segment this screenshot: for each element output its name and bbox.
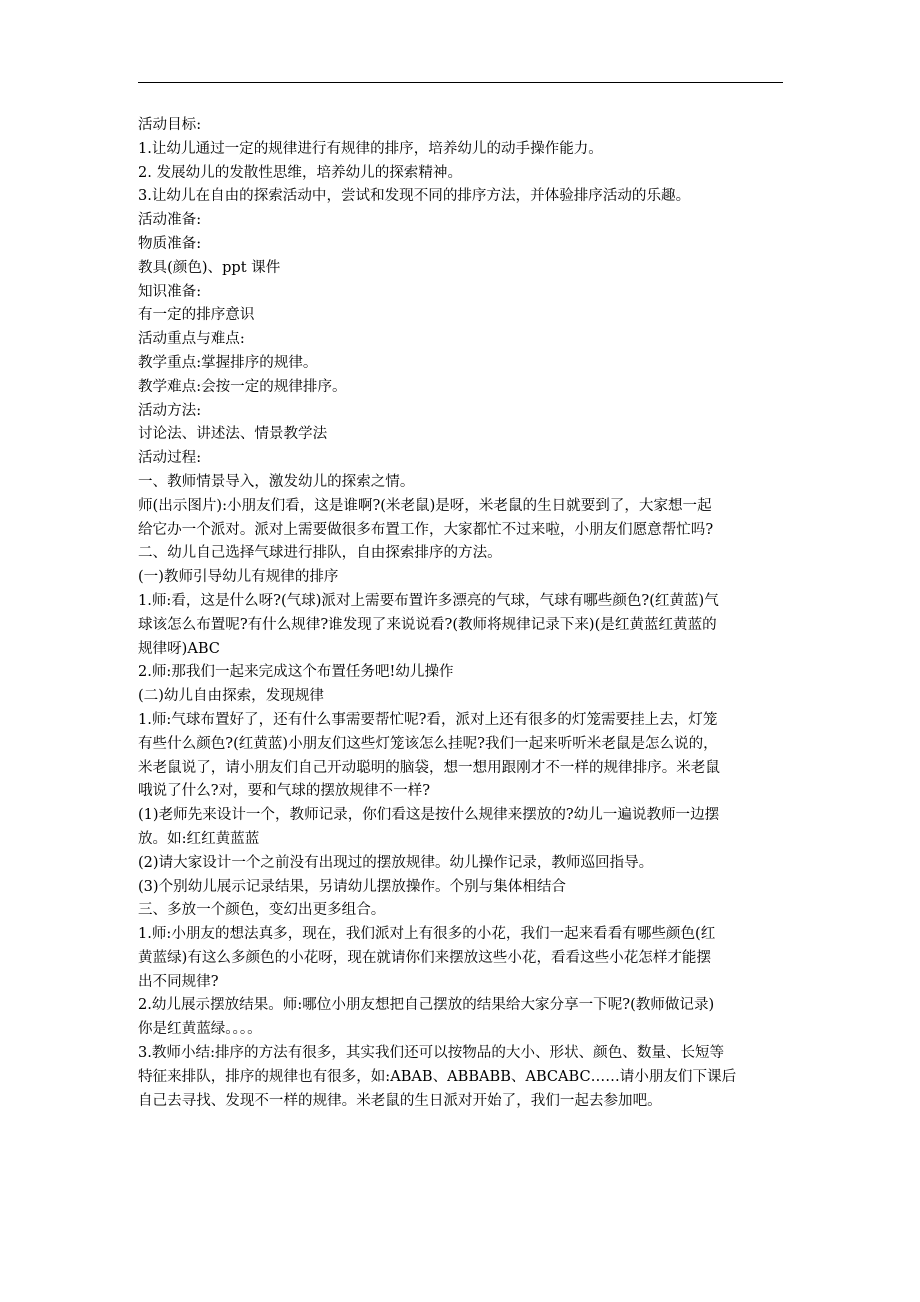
text-line: 师(出示图片):小朋友们看，这是谁啊?(米老鼠)是呀，米老鼠的生日就要到了，大家想一起 (138, 496, 712, 514)
header-rule (138, 82, 783, 83)
text-line: 3.让幼儿在自由的探索活动中，尝试和发现不同的排序方法，并体验排序活动的乐趣。 (138, 187, 691, 205)
text-line: 讨论法、讲述法、情景教学法 (138, 425, 328, 443)
text-line: 有些什么颜色?(红黄蓝)小朋友们这些灯笼该怎么挂呢?我们一起来听听米老鼠是怎么说的， (138, 734, 718, 752)
text-line: 自己去寻找、发现不一样的规律。米老鼠的生日派对开始了，我们一起去参加吧。 (138, 1091, 662, 1109)
text-line: 物质准备: (138, 234, 202, 252)
text-line: (2)请大家设计一个之前没有出现过的摆放规律。幼儿操作记录，教师巡回指导。 (138, 853, 654, 871)
text-line: 1.师:看，这是什么呀?(气球)派对上需要布置许多漂亮的气球，气球有哪些颜色?(红黄蓝)气 (138, 591, 719, 609)
text-line: 有一定的排序意识 (138, 306, 255, 324)
text-line: 二、幼儿自己选择气球进行排队，自由探索排序的方法。 (138, 544, 502, 562)
text-line: 活动准备: (138, 211, 202, 229)
text-line: (1)老师先来设计一个，教师记录，你们看这是按什么规律来摆放的?幼儿一遍说教师一边摆 (138, 806, 720, 824)
text-line: 一、教师情景导入，激发幼儿的探索之情。 (138, 472, 415, 490)
text-line: 你是红黄蓝绿。。。。 (138, 1020, 262, 1038)
text-line: 1.师:气球布置好了，还有什么事需要帮忙呢?看，派对上还有很多的灯笼需要挂上去，灯笼 (138, 710, 718, 728)
text-line: 1.让幼儿通过一定的规律进行有规律的排序，培养幼儿的动手操作能力。 (138, 139, 603, 157)
text-line: 教学难点:会按一定的规律排序。 (138, 377, 347, 395)
text-line: 活动重点与难点: (138, 330, 245, 348)
text-line: 黄蓝绿)有这么多颜色的小花呀，现在就请你们来摆放这些小花，看看这些小花怎样才能摆 (138, 948, 712, 966)
document-body (138, 113, 788, 1112)
text-line: 三、多放一个颜色，变幻出更多组合。 (138, 901, 386, 919)
text-line: 哦说了什么?对，要和气球的摆放规律不一样? (138, 782, 430, 800)
text-line: 2.幼儿展示摆放结果。师:哪位小朋友想把自己摆放的结果给大家分享一下呢?(教师做记录) (138, 996, 715, 1014)
text-line: 教具(颜色)、ppt 课件 (138, 258, 281, 276)
text-line: 球该怎么布置呢?有什么规律?谁发现了来说说看?(教师将规律记录下来)(是红黄蓝红黄蓝的 (138, 615, 717, 633)
text-line: 出不同规律? (138, 972, 219, 990)
text-line: 活动方法: (138, 401, 202, 419)
text-line: (3)个别幼儿展示记录结果，另请幼儿摆放操作。个别与集体相结合 (138, 877, 566, 895)
text-line: 规律呀)ABC (138, 639, 220, 657)
text-line: 给它办一个派对。派对上需要做很多布置工作，大家都忙不过来啦，小朋友们愿意帮忙吗? (138, 520, 714, 538)
text-line: 特征来排队，排序的规律也有很多，如:ABAB、ABBABB、ABCABC……请小朋友们下课后 (138, 1067, 737, 1085)
text-line: 1.师:小朋友的想法真多，现在，我们派对上有很多的小花，我们一起来看看有哪些颜色(红 (138, 925, 716, 943)
text-line: 知识准备: (138, 282, 202, 300)
text-line: 活动目标: (138, 116, 202, 133)
text-line: 2. 发展幼儿的发散性思维，培养幼儿的探索精神。 (138, 163, 462, 181)
text-line: 活动过程: (138, 449, 202, 467)
text-line: 3.教师小结:排序的方法有很多，其实我们还可以按物品的大小、形状、颜色、数量、长短等 (138, 1044, 725, 1062)
text-line: 米老鼠说了，请小朋友们自己开动聪明的脑袋，想一想用跟刚才不一样的规律排序。米老鼠 (138, 758, 720, 776)
text-line: (一)教师引导幼儿有规律的排序 (138, 568, 339, 586)
text-line: 教学重点:掌握排序的规律。 (138, 353, 318, 371)
text-line: (二)幼儿自由探索，发现规律 (138, 687, 324, 705)
text-line: 2.师:那我们一起来完成这个布置任务吧!幼儿操作 (138, 663, 454, 681)
text-line: 放。如:红红黄蓝蓝 (138, 829, 260, 847)
